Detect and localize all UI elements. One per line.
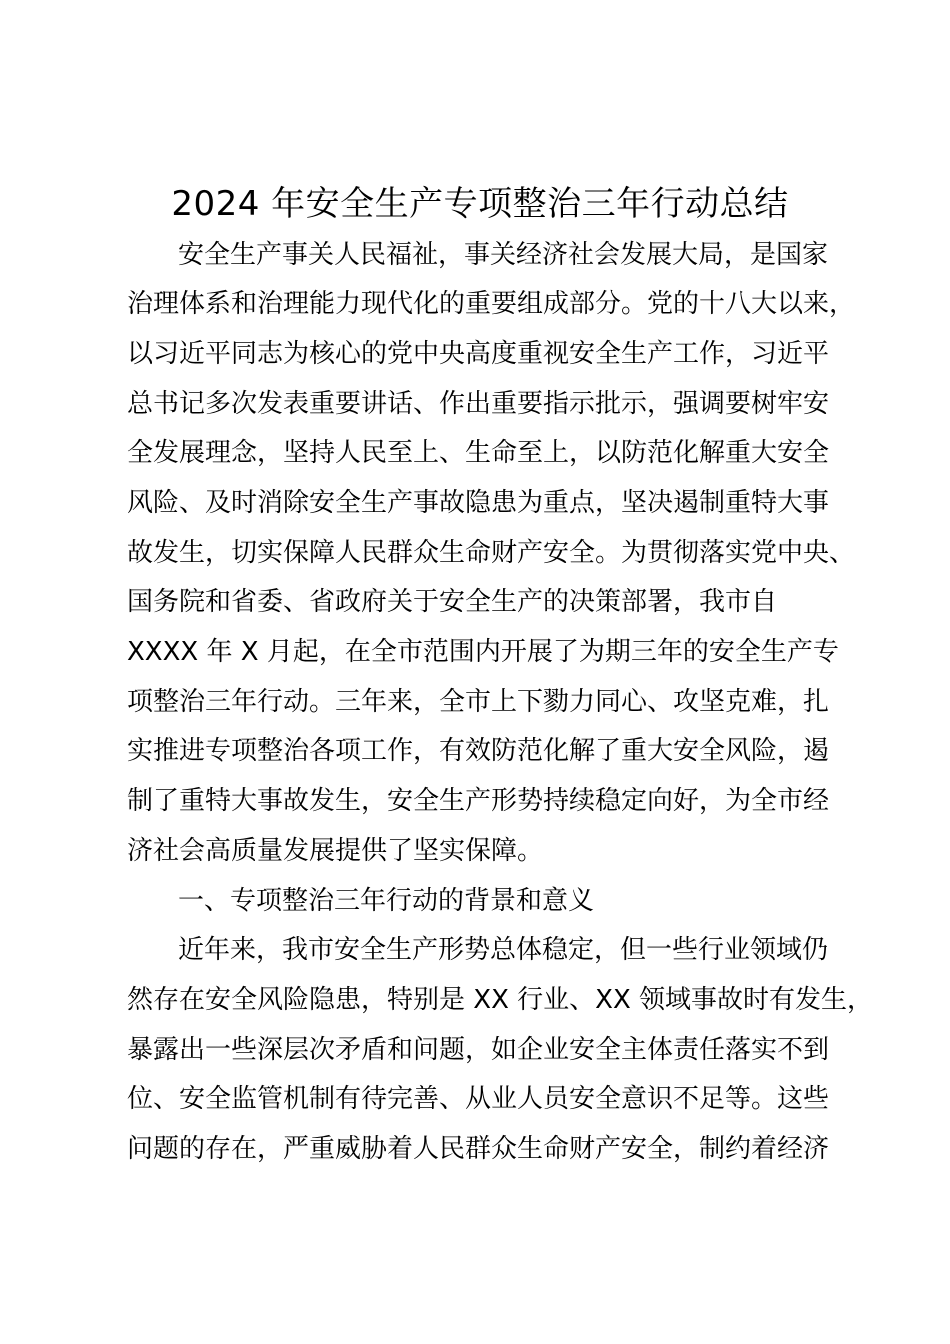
paragraph-line: 实推进专项整治各项工作，有效防范化解了重大安全风险，遏 bbox=[127, 736, 830, 766]
paragraph-line: 总书记多次发表重要讲话、作出重要指示批示，强调要树牢安 bbox=[127, 389, 830, 419]
paragraph-line: 治理体系和治理能力现代化的重要组成部分。党的十八大以来， bbox=[127, 289, 856, 319]
document-title: 2024 年安全生产专项整治三年行动总结 bbox=[171, 184, 789, 224]
section-heading: 一、专项整治三年行动的背景和意义 bbox=[178, 886, 595, 916]
paragraph-line: 位、安全监管机制有待完善、从业人员安全意识不足等。这些 bbox=[127, 1084, 830, 1114]
paragraph-line: 近年来，我市安全生产形势总体稳定，但一些行业领域仍 bbox=[178, 935, 829, 965]
paragraph-line: 济社会高质量发展提供了坚实保障。 bbox=[127, 836, 544, 866]
paragraph-line: 风险、及时消除安全生产事故隐患为重点，坚决遏制重特大事 bbox=[127, 488, 830, 518]
paragraph-line: 安全生产事关人民福祉，事关经济社会发展大局，是国家 bbox=[178, 240, 829, 270]
paragraph-line: 国务院和省委、省政府关于安全生产的决策部署，我市自 bbox=[127, 587, 778, 617]
paragraph-line: 故发生，切实保障人民群众生命财产安全。为贯彻落实党中央、 bbox=[127, 538, 856, 568]
paragraph-line: 全发展理念，坚持人民至上、生命至上，以防范化解重大安全 bbox=[127, 438, 830, 468]
paragraph-line: 然存在安全风险隐患，特别是 XX 行业、XX 领域事故时有发生， bbox=[127, 985, 874, 1015]
paragraph-line: 以习近平同志为核心的党中央高度重视安全生产工作，习近平 bbox=[127, 339, 830, 369]
paragraph-line: 暴露出一些深层次矛盾和问题，如企业安全主体责任落实不到 bbox=[127, 1035, 830, 1065]
paragraph-line: 项整治三年行动。三年来，全市上下勠力同心、攻坚克难，扎 bbox=[127, 687, 830, 717]
paragraph-line: 制了重特大事故发生，安全生产形势持续稳定向好，为全市经 bbox=[127, 786, 830, 816]
paragraph-line: XXXX 年 X 月起，在全市范围内开展了为期三年的安全生产专 bbox=[127, 637, 839, 667]
paragraph-line: 问题的存在，严重威胁着人民群众生命财产安全，制约着经济 bbox=[127, 1134, 830, 1164]
